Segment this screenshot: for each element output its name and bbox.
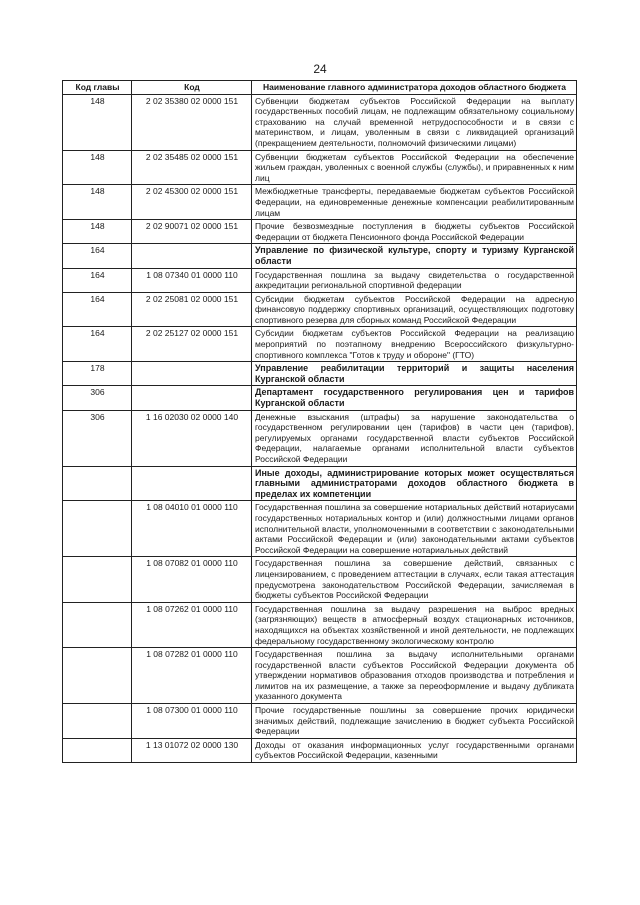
header-chapter-code: Код главы: [63, 81, 132, 95]
table-section-row: [63, 466, 577, 501]
table-row: [63, 220, 577, 244]
chapter-code-cell: [63, 648, 132, 704]
revenue-code-cell: 2 02 45300 02 0000 151: [132, 185, 252, 220]
administrator-name-cell: Государственная пошлина за выдачу разрешения на выброс вредных (загрязняющих) веществ в атмосферный воздух стационарных источников, находящихся на объектах хозяйственной и иной деятельности, не подлежащих федеральному государственному экологическому контролю: [252, 602, 577, 647]
table-section-row: [63, 386, 577, 410]
table-row: [63, 292, 577, 327]
administrator-name-cell: Иные доходы, администрирование которых может осуществляться главными администраторами доходов областного бюджета в пределах их компетенции: [252, 466, 577, 501]
revenue-code-cell: 2 02 35485 02 0000 151: [132, 150, 252, 185]
table-row: [63, 648, 577, 704]
revenue-code-cell: 2 02 35380 02 0000 151: [132, 94, 252, 150]
administrator-name-cell: Субвенции бюджетам субъектов Российской Федерации на выплату государственных пособий лицам, не подлежащим обязательному социальному страхованию на случай временной нетрудоспособности и в связи с материнством, и лицам, уволенным в связи с ликвидацией организаций (прекращением деятельности, полномочий физическими лицами): [252, 94, 577, 150]
revenue-code-cell: [132, 362, 252, 386]
table-row: [63, 501, 577, 557]
revenue-code-cell: 1 08 04010 01 0000 110: [132, 501, 252, 557]
administrator-name-cell: Управление реабилитации территорий и защиты населения Курганской области: [252, 362, 577, 386]
revenue-code-cell: [132, 244, 252, 268]
chapter-code-cell: 148: [63, 150, 132, 185]
administrator-name-cell: Межбюджетные трансферты, передаваемые бюджетам субъектов Российской Федерации, на единовременные денежные компенсации реабилитированным лицам: [252, 185, 577, 220]
revenue-code-cell: [132, 386, 252, 410]
administrator-name-cell: Прочие государственные пошлины за совершение прочих юридически значимых действий, подлежащие зачислению в бюджет субъекта Российской Федерации: [252, 704, 577, 739]
administrator-name-cell: Департамент государственного регулирования цен и тарифов Курганской области: [252, 386, 577, 410]
chapter-code-cell: 164: [63, 268, 132, 292]
header-administrator-name: Наименование главного администратора доходов областного бюджета: [252, 81, 577, 95]
table-row: [63, 185, 577, 220]
table-row: [63, 704, 577, 739]
table-row: [63, 268, 577, 292]
chapter-code-cell: [63, 557, 132, 602]
chapter-code-cell: 164: [63, 244, 132, 268]
chapter-code-cell: 148: [63, 220, 132, 244]
revenue-administrators-table: [62, 80, 577, 763]
administrator-name-cell: Государственная пошлина за выдачу свидетельства о государственной аккредитации региональной спортивной федерации: [252, 268, 577, 292]
table-row: [63, 557, 577, 602]
revenue-code-cell: 1 08 07340 01 0000 110: [132, 268, 252, 292]
administrator-name-cell: Государственная пошлина за совершение действий, связанных с лицензированием, с проведением аттестации в случаях, если такая аттестация предусмотрена законодательством Российской Федерации, зачисляемая в бюджеты субъектов Российской Федерации: [252, 557, 577, 602]
revenue-code-cell: 2 02 25127 02 0000 151: [132, 327, 252, 362]
administrator-name-cell: Субсидии бюджетам субъектов Российской Федерации на реализацию мероприятий по поэтапному внедрению Всероссийского физкультурно-спортивного комплекса "Готов к труду и обороне" (ГТО): [252, 327, 577, 362]
revenue-code-cell: 1 08 07262 01 0000 110: [132, 602, 252, 647]
administrator-name-cell: Прочие безвозмездные поступления в бюджеты субъектов Российской Федерации от бюджета Пенсионного фонда Российской Федерации: [252, 220, 577, 244]
administrator-name-cell: Государственная пошлина за совершение нотариальных действий нотариусами государственных нотариальных контор и (или) должностными лицами органов исполнительной власти, уполномоченными в соответствии с законодательными актами Российской Федерации и (или) законодательными актами субъектов Российской Федерации на совершение нотариальных действий: [252, 501, 577, 557]
chapter-code-cell: [63, 466, 132, 501]
chapter-code-cell: 148: [63, 185, 132, 220]
administrator-name-cell: Субсидии бюджетам субъектов Российской Федерации на адресную финансовую поддержку спортивных организаций, осуществляющих подготовку спортивного резерва для сборных команд Российской Федерации: [252, 292, 577, 327]
chapter-code-cell: 178: [63, 362, 132, 386]
table-row: [63, 410, 577, 466]
revenue-code-cell: 1 08 07082 01 0000 110: [132, 557, 252, 602]
table-header-row: [63, 81, 577, 95]
chapter-code-cell: 306: [63, 386, 132, 410]
chapter-code-cell: [63, 602, 132, 647]
chapter-code-cell: [63, 704, 132, 739]
chapter-code-cell: 148: [63, 94, 132, 150]
page-number: 24: [313, 62, 327, 76]
revenue-code-cell: [132, 466, 252, 501]
revenue-code-cell: 1 08 07300 01 0000 110: [132, 704, 252, 739]
table-row: [63, 150, 577, 185]
table-row: [63, 327, 577, 362]
table-section-row: [63, 362, 577, 386]
chapter-code-cell: 164: [63, 292, 132, 327]
administrator-name-cell: Государственная пошлина за выдачу исполнительными органами государственной власти субъектов Российской Федерации документа об утверждении нормативов образования отходов производства и потребления и лимитов на их размещение, а также за переоформление и выдачу дубликата указанного документа: [252, 648, 577, 704]
chapter-code-cell: [63, 738, 132, 762]
chapter-code-cell: 164: [63, 327, 132, 362]
chapter-code-cell: [63, 501, 132, 557]
table-row: [63, 738, 577, 762]
administrator-name-cell: Денежные взыскания (штрафы) за нарушение законодательства о государственном регулировании цен (тарифов) в части цен (тарифов), регулируемых органами государственной власти субъектов Российской Федерации, налагаемые органами исполнительной власти субъектов Российской Федерации: [252, 410, 577, 466]
table-body: [63, 94, 577, 762]
administrator-name-cell: Управление по физической культуре, спорту и туризму Курганской области: [252, 244, 577, 268]
administrator-name-cell: Доходы от оказания информационных услуг государственными органами субъектов Российской Федерации, казенными: [252, 738, 577, 762]
revenue-code-cell: 2 02 90071 02 0000 151: [132, 220, 252, 244]
revenue-code-cell: 2 02 25081 02 0000 151: [132, 292, 252, 327]
revenue-code-cell: 1 13 01072 02 0000 130: [132, 738, 252, 762]
table-row: [63, 94, 577, 150]
administrator-name-cell: Субвенции бюджетам субъектов Российской Федерации на обеспечение жильем граждан, уволенных с военной службы (службы), и приравненных к ним лиц: [252, 150, 577, 185]
revenue-code-cell: 1 16 02030 02 0000 140: [132, 410, 252, 466]
table-row: [63, 602, 577, 647]
revenue-code-cell: 1 08 07282 01 0000 110: [132, 648, 252, 704]
header-code: Код: [132, 81, 252, 95]
chapter-code-cell: 306: [63, 410, 132, 466]
table-section-row: [63, 244, 577, 268]
